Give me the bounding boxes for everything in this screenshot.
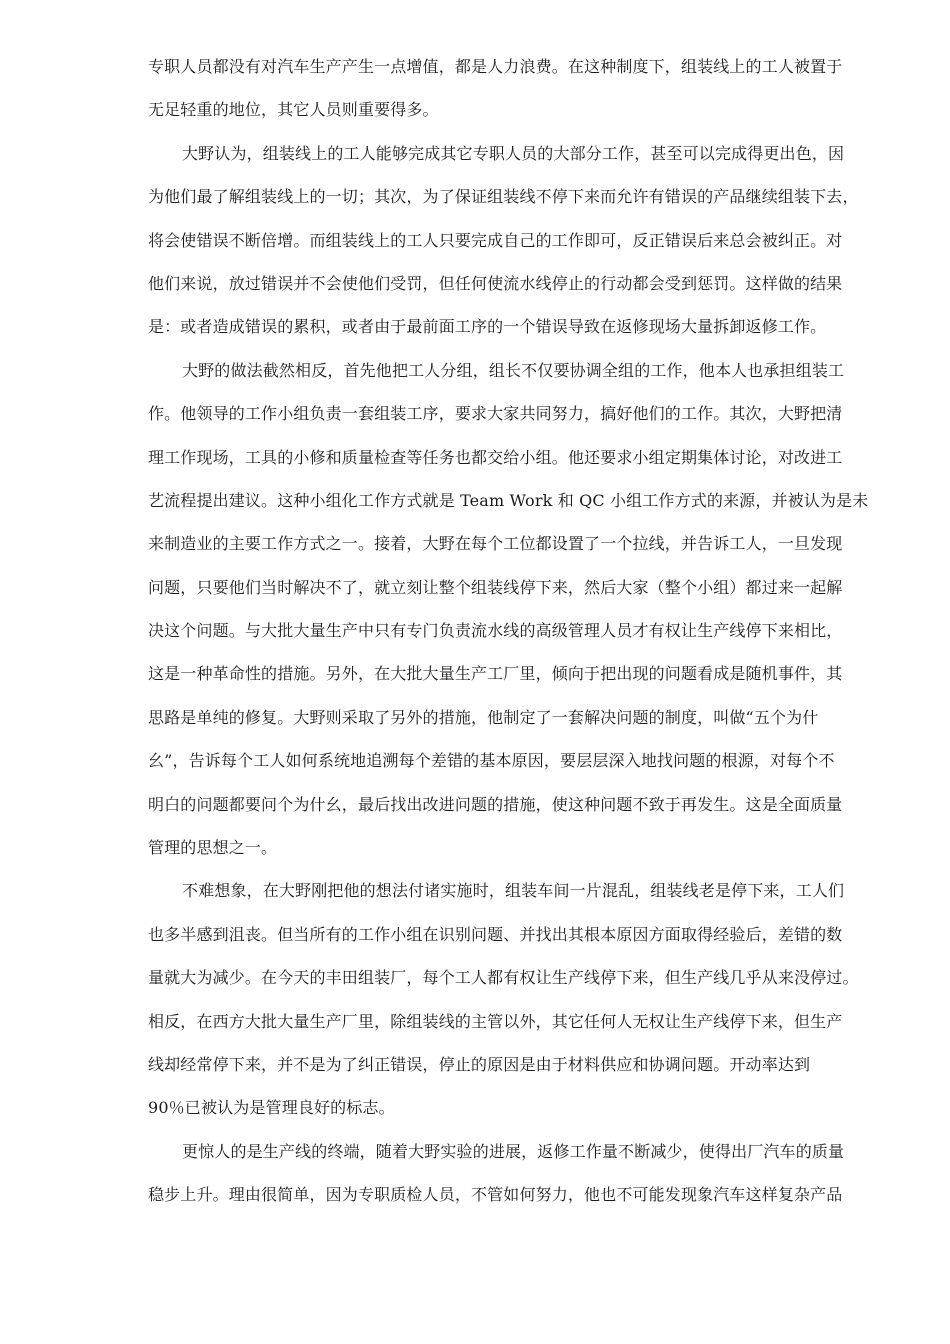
text-line: 作。他领导的工作小组负责一套组装工序，要求大家共同努力，搞好他们的工作。其次，大野把清: [148, 404, 843, 424]
text-line: 相反，在西方大批大量生产厂里，除组装线的主管以外，其它任何人无权让生产线停下来，但生产: [148, 1011, 843, 1031]
text-line: 明白的问题都要问个为什幺，最后找出改进问题的措施，使这种问题不致于再发生。这是全面质量: [148, 794, 843, 814]
text-line: 问题，只要他们当时解决不了，就立刻让整个组装线停下来，然后大家（整个小组）都过来一起解: [148, 577, 843, 597]
text-line: 思路是单纯的修复。大野则采取了另外的措施，他制定了一套解决问题的制度，叫做“五个为什: [148, 707, 819, 727]
text-line: 无足轻重的地位，其它人员则重要得多。: [148, 100, 439, 120]
text-line: 为他们最了解组装线上的一切；其次，为了保证组装线不停下来而允许有错误的产品继续组装下去，: [148, 187, 859, 207]
text-line: 来制造业的主要工作方式之一。接着，大野在每个工位都设置了一个拉线，并告诉工人，一旦发现: [148, 534, 843, 554]
text-line: 决这个问题。与大批大量生产中只有专门负责流水线的高级管理人员才有权让生产线停下来相比，: [148, 621, 843, 641]
text-line: 管理的思想之一。: [148, 838, 278, 858]
body-text: [148, 45, 870, 1217]
text-line: 他们来说，放过错误并不会使他们受罚，但任何使流水线停止的行动都会受到惩罚。这样做的结果: [148, 273, 843, 293]
text-line: 更惊人的是生产线的终端，随着大野实验的进展，返修工作量不断减少，使得出厂汽车的质量: [182, 1141, 845, 1161]
text-line: 大野的做法截然相反，首先他把工人分组，组长不仅要协调全组的工作，他本人也承担组装工: [182, 360, 845, 380]
text-line: 量就大为减少。在今天的丰田组装厂，每个工人都有权让生产线停下来，但生产线几乎从来没停过。: [148, 968, 859, 988]
text-line: 艺流程提出建议。这种小组化工作方式就是 Team Work 和 QC 小组工作方式的来源，并被认为是未: [148, 490, 869, 510]
text-line: 不难想象，在大野刚把他的想法付诸实施时，组装车间一片混乱，组装线老是停下来，工人们: [182, 881, 845, 901]
text-line: 是：或者造成错误的累积，或者由于最前面工序的一个错误导致在返修现场大量拆卸返修工作。: [148, 317, 827, 337]
text-line: 也多半感到沮丧。但当所有的工作小组在识别问题、并找出其根本原因方面取得经验后，差错的数: [148, 924, 843, 944]
text-line: 线却经常停下来，并不是为了纠正错误，停止的原因是由于材料供应和协调问题。开动率达到: [148, 1054, 811, 1074]
text-line: 将会使错误不断倍增。而组装线上的工人只要完成自己的工作即可，反正错误后来总会被纠正。对: [148, 230, 843, 250]
text-line: 专职人员都没有对汽车生产产生一点增值，都是人力浪费。在这种制度下，组装线上的工人被置于: [148, 57, 843, 76]
text-line: 幺”，告诉每个工人如何系统地追溯每个差错的基本原因，要层层深入地找问题的根源，对每个不: [148, 751, 835, 771]
text-line: 这是一种革命性的措施。另外，在大批大量生产工厂里，倾向于把出现的问题看成是随机事件，其: [148, 664, 843, 684]
text-line: 90％已被认为是管理良好的标志。: [148, 1098, 395, 1118]
text-line: 理工作现场，工具的小修和质量检查等任务也都交给小组。他还要求小组定期集体讨论，对改进工: [148, 447, 843, 467]
text-line: 稳步上升。理由很简单，因为专职质检人员，不管如何努力，他也不可能发现象汽车这样复杂产品: [148, 1185, 843, 1205]
text-line: 大野认为，组装线上的工人能够完成其它专职人员的大部分工作，甚至可以完成得更出色，因: [182, 143, 845, 163]
